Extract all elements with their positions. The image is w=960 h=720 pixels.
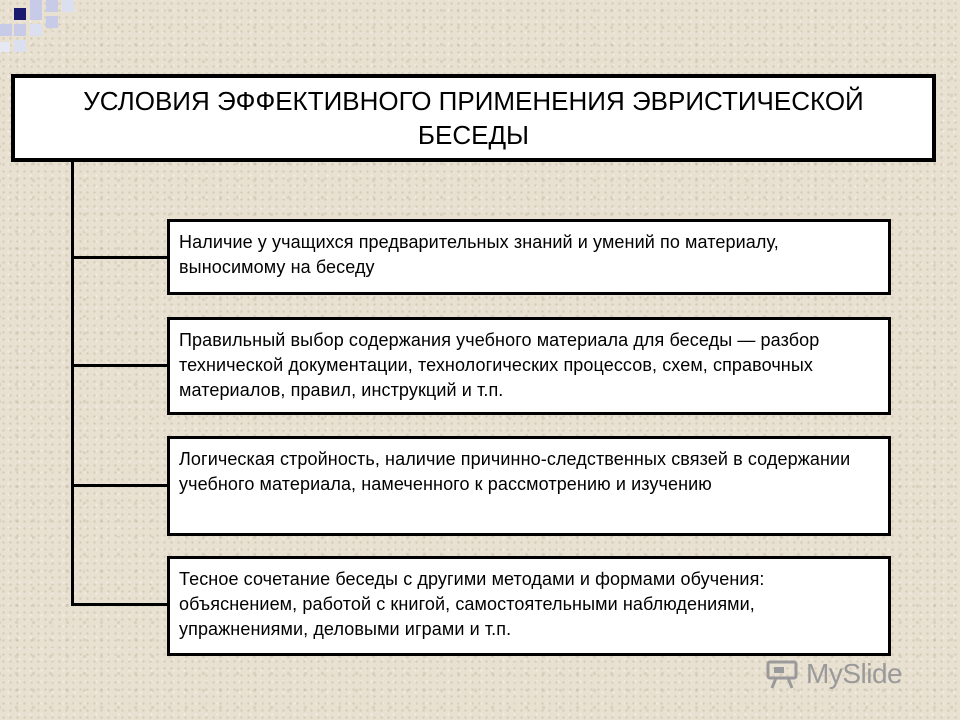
corner-decoration — [0, 0, 80, 60]
watermark-text: MySlide — [806, 658, 903, 689]
condition-box-2 — [167, 317, 891, 415]
diagram-title: УСЛОВИЯ ЭФФЕКТИВНОГО ПРИМЕНЕНИЯ ЭВРИСТИЧЕСКОЙ БЕСЕДЫ — [83, 86, 864, 150]
condition-box-1 — [167, 219, 891, 295]
condition-text: Логическая стройность, наличие причинно-следственных связей в содержании учебного материала, намеченного к рассмотрению и изучению — [179, 449, 851, 494]
connector-branch — [71, 256, 169, 259]
title-box — [11, 74, 936, 162]
condition-box-4 — [167, 556, 891, 656]
projector-icon — [766, 658, 800, 690]
condition-text: Правильный выбор содержания учебного материала для беседы — разбор технической документации, технологических процессов, схем, справочных материалов, правил, инструкций и т.п. — [179, 330, 820, 400]
watermark-logo — [766, 656, 902, 692]
connector-branch — [71, 364, 169, 367]
connector-trunk — [71, 162, 74, 606]
connector-branch — [71, 484, 169, 487]
condition-box-3 — [167, 436, 891, 536]
connector-branch — [71, 603, 169, 606]
condition-text: Тесное сочетание беседы с другими методами и формами обучения: объяснением, работой с книгой, самостоятельными наблюдениями, упражнениями, деловыми играми и т.п. — [179, 569, 765, 639]
condition-text: Наличие у учащихся предварительных знаний и умений по материалу, выносимому на беседу — [179, 232, 779, 277]
